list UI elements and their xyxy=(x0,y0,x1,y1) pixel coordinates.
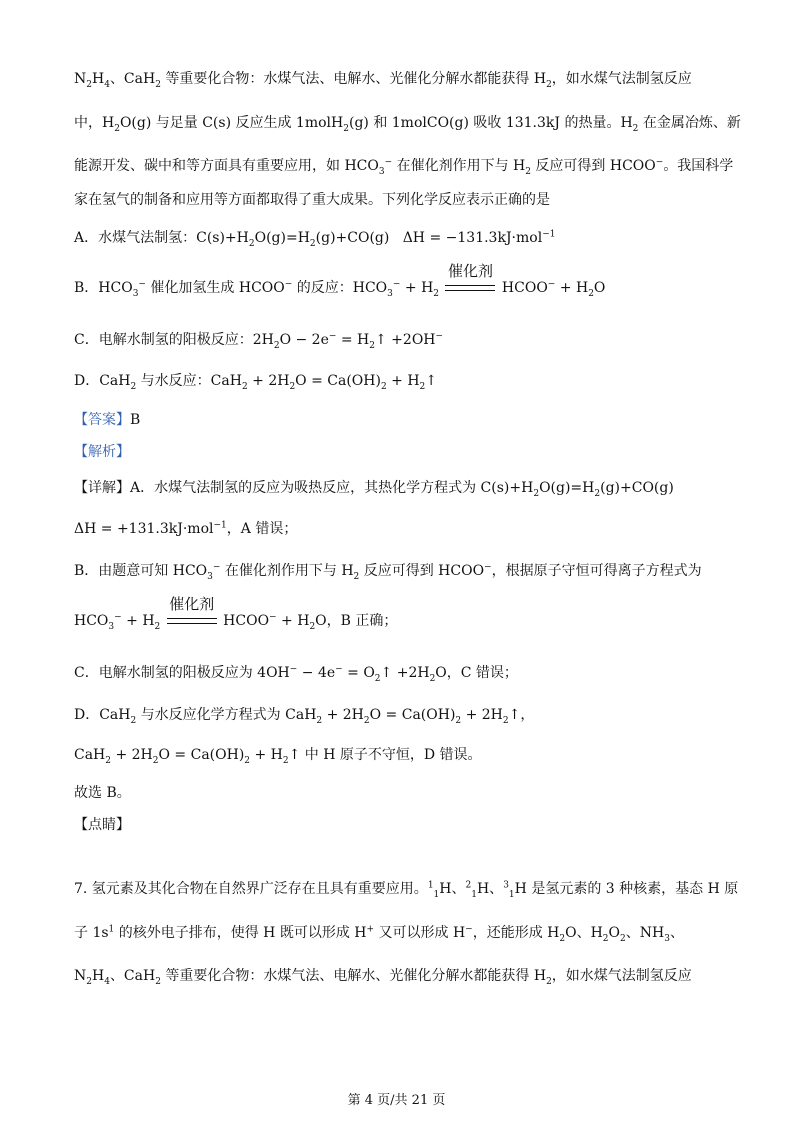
detail-line-1: 【详解】A．水煤气法制氢的反应为吸热反应，其热化学方程式为 $C(s)+H_2O(g)=H_2(g)+CO(g)$ xyxy=(74,480,674,499)
detail-line-3: B．由题意可知 $HCO_3^-$ 在催化剂作用下与 $H_2$ 反应可得到 HCOO−，根据原子守恒可得离子方程式为 xyxy=(74,562,702,582)
text-line-2: 中，$H_2O(g)$ 与足量 C(s) 反应生成 1molH$_2$(g) 和 1molCO(g) 吸收 131.3kJ 的热量。$H_2$ 在金属冶炼、新 xyxy=(74,115,741,134)
option-d: D．CaH$_2$ 与水反应：$CaH_2 + 2H_2O = Ca(OH)_2$ + $H_2↑$ xyxy=(74,373,437,392)
detail-line-2: ΔH = +131.3kJ·mol$^{-1}$，A 错误； xyxy=(74,520,298,537)
question-7-line-2: 子 $1s^1$ 的核外电子排布，使得 H 既可以形成 H+ 又可以形成 H−，还能形成 $H_2O$、$H_2O_2$、$NH_3$、 xyxy=(74,924,684,944)
conclusion: 故选 B。 xyxy=(74,785,131,801)
option-b: B．$HCO_3^-$ 催化加氢生成 HCOO− 的反应：$HCO_3^- + H_2$ 催化剂 HCOO− + $H_2O$ xyxy=(74,262,606,299)
detail-line-7: $CaH_2 + 2H_2O = Ca(OH)_2$ + $H_2↑$ 中 H 原子不守恒，D 错误。 xyxy=(74,747,482,766)
text-line-3: 能源开发、碳中和等方面具有重要应用，如 $HCO_3^-$ 在催化剂作用下与 $H_2$ 反应可得到 HCOO−。我国科学 xyxy=(74,157,734,177)
page-footer: 第 4 页/共 21 页 xyxy=(347,1093,446,1108)
text-line-1: $N_2H_4$、CaH$_2$ 等重要化合物：水煤气法、电解水、光催化分解水都能获得 $H_2$，如水煤气法制氢反应 xyxy=(74,71,692,90)
text-line-4: 家在氢气的制备和应用等方面都取得了重大成果。下列化学反应表示正确的是 xyxy=(74,192,550,208)
detail-line-6: D．CaH$_2$ 与水反应化学方程式为 $CaH_2 + 2H_2O = Ca(OH)_2$ + $2H_2↑$， xyxy=(74,707,535,726)
remark-label: 【点睛】 xyxy=(74,817,130,833)
option-a: A．水煤气法制氢：$C(s)+H_2O(g)=H_2(g)+CO(g) \Delta H = -131.3kJ\cdot mol^{-1}$ xyxy=(74,229,556,249)
question-7-line-1: 7. 氢元素及其化合物在自然界广泛存在且具有重要应用。$^1_1$H、$^2_1$H、$^3_1$H 是氢元素的 3 种核素，基态 H 原 xyxy=(74,880,739,900)
option-c: C．电解水制氢的阳极反应：$2H_2O - 2e^-$ = $H_2↑ +2OH^-$ xyxy=(74,331,444,351)
answer-label: 【答案】B xyxy=(74,412,141,428)
detail-line-4: $HCO_3^- + H_2$ 催化剂 HCOO− + $H_2O$，B 正确； xyxy=(74,595,398,632)
detail-line-5: C．电解水制氢的阳极反应为 $4OH^- - 4e^- = O_2↑ +2H_2O$，C 错误； xyxy=(74,664,518,684)
analysis-label: 【解析】 xyxy=(74,444,130,460)
question-7-line-3: $N_2H_4$、CaH$_2$ 等重要化合物：水煤气法、电解水、光催化分解水都能获得 $H_2$，如水煤气法制氢反应 xyxy=(74,968,692,987)
